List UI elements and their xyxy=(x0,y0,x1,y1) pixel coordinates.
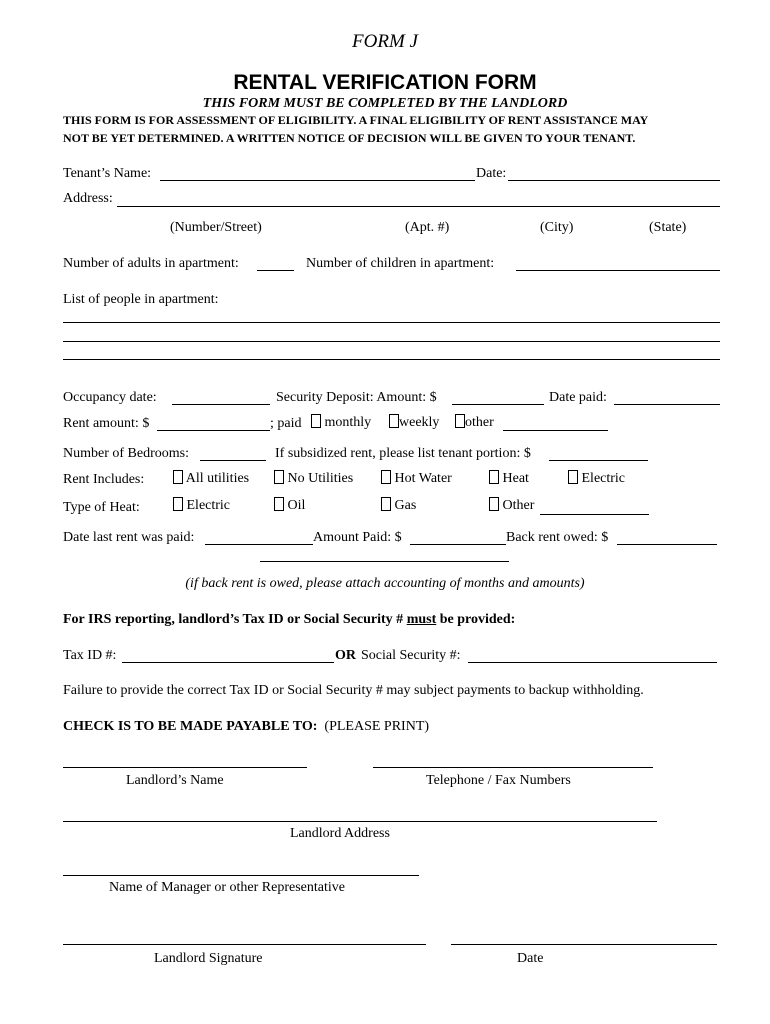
phone-fax-field[interactable] xyxy=(373,767,653,768)
tax-id-field[interactable] xyxy=(122,662,334,663)
frequency-monthly-option[interactable] xyxy=(311,414,371,431)
frequency-other-option[interactable] xyxy=(455,414,494,431)
heat-other-field[interactable] xyxy=(540,514,649,515)
back-rent-label: Back rent owed: $ xyxy=(506,530,609,545)
landlord-signature-caption: Landlord Signature xyxy=(154,951,263,966)
signature-date-field[interactable] xyxy=(451,944,717,945)
people-list-line-1[interactable] xyxy=(63,322,720,323)
no-utilities-checkbox[interactable] xyxy=(274,470,284,484)
includes-no-utilities-option[interactable] xyxy=(274,470,353,487)
all-utilities-label: All utilities xyxy=(185,471,250,486)
electric-label: Electric xyxy=(581,471,626,486)
other-checkbox[interactable] xyxy=(455,414,465,428)
electric-checkbox[interactable] xyxy=(568,470,578,484)
address-apt-caption: (Apt. #) xyxy=(405,220,450,235)
or-label: OR xyxy=(335,648,356,663)
people-list-label: List of people in apartment: xyxy=(63,292,219,307)
people-list-line-3[interactable] xyxy=(63,359,720,360)
heat-electric-checkbox[interactable] xyxy=(173,497,183,511)
rent-includes-label: Rent Includes: xyxy=(63,472,145,487)
heat-electric-option[interactable] xyxy=(173,497,230,514)
date-field[interactable] xyxy=(508,180,720,181)
no-utilities-label: No Utilities xyxy=(287,471,354,486)
occupancy-date-field[interactable] xyxy=(172,404,270,405)
date-label: Date: xyxy=(476,166,507,181)
last-rent-paid-field[interactable] xyxy=(205,544,313,545)
heat-checkbox[interactable] xyxy=(489,470,499,484)
other-label: other xyxy=(465,415,494,430)
landlord-address-caption: Landlord Address xyxy=(290,826,390,841)
heat-oil-option[interactable] xyxy=(274,497,305,514)
children-label: Number of children in apartment: xyxy=(306,256,495,271)
irs-heading-end: be provided: xyxy=(439,612,516,627)
address-city-caption: (City) xyxy=(540,220,574,235)
rent-amount-field[interactable] xyxy=(157,430,270,431)
hot-water-checkbox[interactable] xyxy=(381,470,391,484)
subsidized-field[interactable] xyxy=(549,460,648,461)
people-list-line-2[interactable] xyxy=(63,341,720,342)
irs-heading-must: must xyxy=(406,612,437,627)
landlord-address-field[interactable] xyxy=(63,821,657,822)
monthly-checkbox[interactable] xyxy=(311,414,321,428)
heat-gas-checkbox[interactable] xyxy=(381,497,391,511)
manager-name-caption: Name of Manager or other Representative xyxy=(109,880,345,895)
landlord-name-field[interactable] xyxy=(63,767,307,768)
page-subtitle: THIS FORM MUST BE COMPLETED BY THE LANDLORD xyxy=(202,96,568,111)
all-utilities-checkbox[interactable] xyxy=(173,470,183,484)
address-state-caption: (State) xyxy=(649,220,687,235)
payable-heading xyxy=(63,719,429,735)
bedrooms-label: Number of Bedrooms: xyxy=(63,446,189,461)
paid-label: ; paid xyxy=(270,416,302,431)
heat-gas-option[interactable] xyxy=(381,497,416,514)
rent-amount-label: Rent amount: $ xyxy=(63,416,150,431)
adults-field[interactable] xyxy=(257,270,294,271)
heat-oil-label: Oil xyxy=(287,498,306,513)
payable-heading-text: CHECK IS TO BE MADE PAYABLE TO: xyxy=(63,719,318,734)
irs-heading-text: For IRS reporting, landlord’s Tax ID or Social Security # xyxy=(63,612,404,627)
address-number-street-caption: (Number/Street) xyxy=(170,220,262,235)
heat-oil-checkbox[interactable] xyxy=(274,497,284,511)
amount-paid-field[interactable] xyxy=(410,544,506,545)
landlord-name-caption: Landlord’s Name xyxy=(126,773,224,788)
includes-electric-option[interactable] xyxy=(568,470,625,487)
manager-name-field[interactable] xyxy=(63,875,419,876)
amount-paid-label: Amount Paid: $ xyxy=(313,530,402,545)
weekly-checkbox[interactable] xyxy=(389,414,399,428)
last-rent-paid-label: Date last rent was paid: xyxy=(63,530,195,545)
ssn-field[interactable] xyxy=(468,662,717,663)
frequency-weekly-option[interactable] xyxy=(389,414,439,431)
heat-other-label: Other xyxy=(502,498,535,513)
form-id: FORM J xyxy=(352,31,418,52)
notice-line-1: THIS FORM IS FOR ASSESSMENT OF ELIGIBILITY. A FINAL ELIGIBILITY OF RENT ASSISTANCE MAY xyxy=(63,113,649,127)
other-frequency-field[interactable] xyxy=(503,430,608,431)
includes-hot-water-option[interactable] xyxy=(381,470,452,487)
children-field[interactable] xyxy=(516,270,720,271)
back-rent-field-continued[interactable] xyxy=(260,561,509,562)
heat-electric-label: Electric xyxy=(186,498,231,513)
signature-date-caption: Date xyxy=(517,951,544,966)
subsidized-label: If subsidized rent, please list tenant portion: $ xyxy=(275,446,531,461)
irs-heading xyxy=(63,612,515,628)
ssn-label: Social Security #: xyxy=(361,648,461,663)
includes-all-utilities-option[interactable] xyxy=(173,470,249,487)
security-deposit-field[interactable] xyxy=(452,404,544,405)
tenant-name-field[interactable] xyxy=(160,180,475,181)
heat-other-checkbox[interactable] xyxy=(489,497,499,511)
bedrooms-field[interactable] xyxy=(200,460,266,461)
includes-heat-option[interactable] xyxy=(489,470,529,487)
landlord-signature-field[interactable] xyxy=(63,944,426,945)
heat-label: Heat xyxy=(502,471,529,486)
back-rent-note: (if back rent is owed, please attach accounting of months and amounts) xyxy=(185,576,585,591)
heat-type-label: Type of Heat: xyxy=(63,500,140,515)
adults-label: Number of adults in apartment: xyxy=(63,256,239,271)
page-title: RENTAL VERIFICATION FORM xyxy=(233,71,537,94)
address-label: Address: xyxy=(63,191,113,206)
monthly-label: monthly xyxy=(324,415,372,430)
heat-gas-label: Gas xyxy=(394,498,417,513)
date-paid-label: Date paid: xyxy=(549,390,607,405)
hot-water-label: Hot Water xyxy=(394,471,452,486)
tax-id-label: Tax ID #: xyxy=(63,648,117,663)
security-deposit-label: Security Deposit: Amount: $ xyxy=(276,390,437,405)
heat-other-option[interactable] xyxy=(489,497,534,514)
date-paid-field[interactable] xyxy=(614,404,720,405)
notice-line-2: NOT BE YET DETERMINED. A WRITTEN NOTICE OF DECISION WILL BE GIVEN TO YOUR TENANT. xyxy=(63,131,636,145)
back-rent-field[interactable] xyxy=(617,544,717,545)
occupancy-date-label: Occupancy date: xyxy=(63,390,157,405)
backup-withholding-warning: Failure to provide the correct Tax ID or Social Security # may subject payments to backup withholding. xyxy=(63,683,644,698)
address-field[interactable] xyxy=(117,206,720,207)
phone-fax-caption: Telephone / Fax Numbers xyxy=(426,773,571,788)
please-print-note: (PLEASE PRINT) xyxy=(324,719,430,734)
weekly-label: weekly xyxy=(399,415,440,430)
tenant-name-label: Tenant’s Name: xyxy=(63,166,152,181)
